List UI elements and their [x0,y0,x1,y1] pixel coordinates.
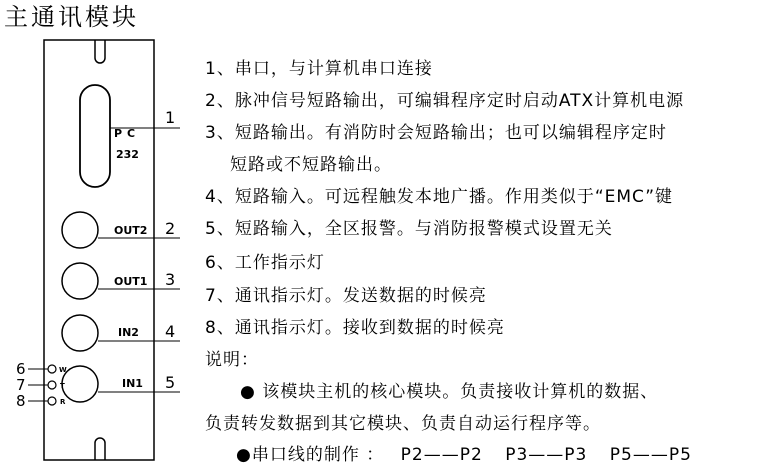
jack-in2-label: IN2 [118,326,139,339]
item-4: 4、短路输入。可远程触发本地广播。作用类似于“EMC”键 [205,187,674,207]
notes-heading: 说明： [205,350,259,370]
led-w-number: 6 [16,360,26,378]
jack-in2 [62,315,98,351]
note-1-line-2: 负责转发数据到其它模块、负责自动运行程序等。 [205,414,601,434]
jack-out2-label: OUT2 [114,224,148,237]
top-mounting-slot [95,40,105,63]
serial-port-number: 1 [165,108,176,127]
jack-out1-number: 3 [165,270,176,289]
item-1: 1、串口，与计算机串口连接 [205,59,433,79]
jack-in2-number: 4 [165,322,176,341]
item-3: 3、短路输出。有消防时会短路输出；也可以编辑程序定时 [205,123,667,143]
item-8: 8、通讯指示灯。接收到数据的时候亮 [205,318,505,338]
cable-pair-p3: P3——P3 [505,445,588,465]
item-5: 5、短路输入，全区报警。与消防报警模式设置无关 [205,219,613,239]
panel-outline [44,40,154,460]
led-r-number: 8 [16,392,26,410]
jack-in1-number: 5 [165,373,176,392]
led-t-label: T [60,382,65,390]
bottom-mounting-slot [95,438,105,460]
led-w-label: W [59,366,67,374]
jack-out2 [62,212,98,248]
cable-pair-p2: P2——P2 [400,445,483,465]
cable-title: 串口线的制作 ： [251,445,385,465]
serial-port-outline [80,85,110,187]
led-r [48,397,56,405]
cable-note [236,444,692,466]
jack-out1 [62,263,98,299]
note-1 [240,381,658,403]
page-title: 主通讯模块 [4,3,139,31]
serial-port-label-pc: PC [114,127,141,140]
bullet-icon: ● [240,382,256,402]
led-t [48,381,56,389]
cable-pair-p5: P5——P5 [609,445,692,465]
module-panel-diagram [0,0,200,465]
item-3-continued: 短路或不短路输出。 [230,155,392,175]
serial-port-label-232: 232 [116,148,139,161]
jack-out2-number: 2 [165,219,176,238]
item-6: 6、工作指示灯 [205,253,325,273]
jack-in1 [62,366,98,402]
led-t-number: 7 [16,376,26,394]
note-1-line-1: 该模块主机的核心模块。负责接收计算机的数据、 [262,382,659,402]
led-w [48,365,56,373]
item-7: 7、通讯指示灯。发送数据的时候亮 [205,286,487,306]
led-r-label: R [60,398,66,406]
jack-out1-label: OUT1 [114,275,148,288]
bullet-icon: ● [236,445,252,465]
item-2: 2、脉冲信号短路输出，可编辑程序定时启动ATX计算机电源 [205,91,685,111]
jack-in1-label: IN1 [122,377,143,390]
